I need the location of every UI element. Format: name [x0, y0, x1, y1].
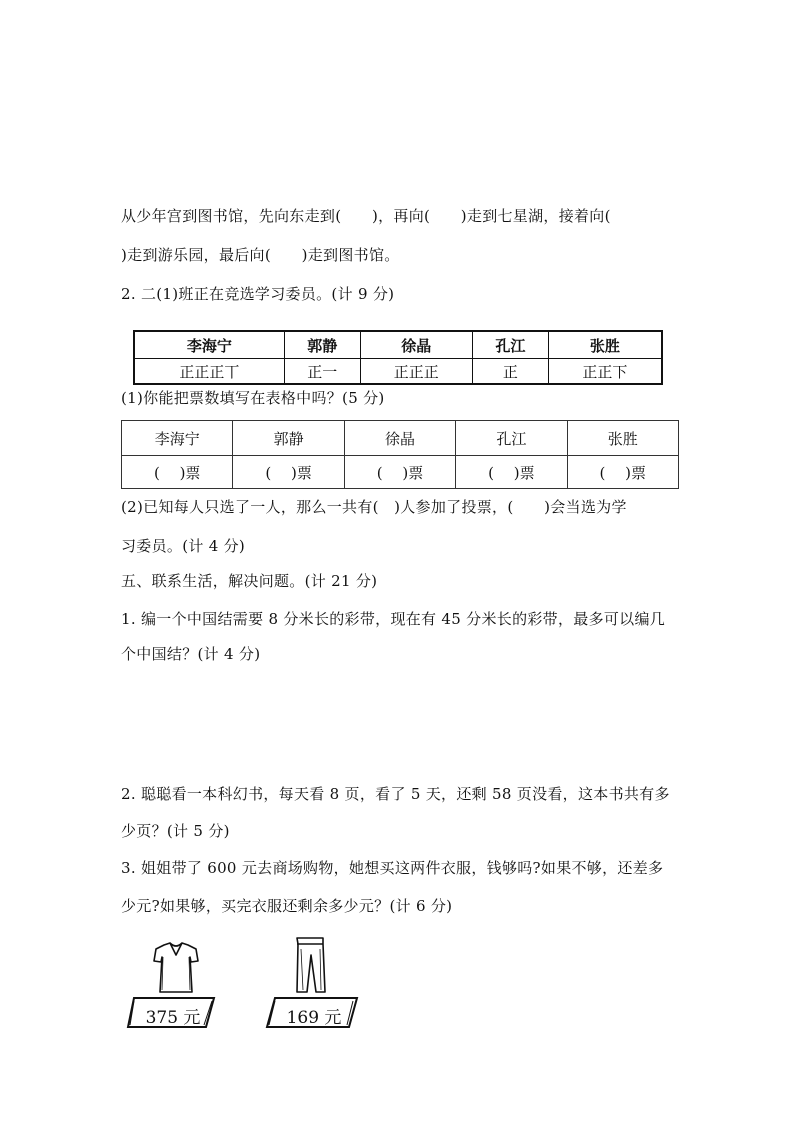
s5-question-3-line2: 少元?如果够，买完衣服还剩余多少元？(计 6 分) [121, 897, 453, 915]
s5-question-3-line1: 3. 姐姐带了 600 元去商场购物，她想买这两件衣服，钱够吗?如果不够，还差多 [121, 859, 664, 877]
tally-name-cell: 李海宁 [134, 331, 284, 359]
votes-name-cell: 徐晶 [344, 421, 455, 456]
s5-question-1-line2: 个中国结？(计 4 分) [121, 645, 261, 663]
tally-name-cell: 孔江 [473, 331, 549, 359]
tally-mark-cell: 正 [473, 359, 549, 385]
route-question-line2: )走到游乐园，最后向( )走到图书馆。 [121, 246, 400, 264]
question-2-sub2-line1: (2)已知每人只选了一人，那么一共有( )人参加了投票，( )会当选为学 [121, 498, 627, 516]
s5-question-1-line1: 1. 编一个中国结需要 8 分米长的彩带，现在有 45 分米长的彩带，最多可以编几 [121, 610, 666, 628]
question-2-sub2-line2: 习委员。(计 4 分) [121, 537, 246, 555]
route-question-line1: 从少年宫到图书馆，先向东走到( )，再向( )走到七星湖，接着向( [121, 207, 611, 225]
votes-blank-row [122, 456, 679, 489]
dress-item [126, 935, 226, 1035]
votes-header-row [122, 421, 679, 456]
votes-blank-cell[interactable]: ( )票 [233, 456, 344, 489]
tally-mark-cell: 正正正 [360, 359, 472, 385]
tally-name-cell: 郭静 [284, 331, 360, 359]
tally-mark-cell: 正一 [284, 359, 360, 385]
votes-name-cell: 孔江 [456, 421, 567, 456]
section-5-title: 五、联系生活，解决问题。(计 21 分) [121, 572, 378, 590]
votes-blank-cell[interactable]: ( )票 [344, 456, 455, 489]
pants-item [265, 935, 365, 1035]
votes-blank-cell[interactable]: ( )票 [456, 456, 567, 489]
s5-question-2-line1: 2. 聪聪看一本科幻书，每天看 8 页，看了 5 天，还剩 58 页没看，这本书共有多 [121, 785, 670, 803]
tally-mark-cell: 正正正丅 [134, 359, 284, 385]
tally-table [133, 330, 663, 385]
question-2-sub1: (1)你能把票数填写在表格中吗？(5 分) [121, 389, 385, 407]
votes-name-cell: 郭静 [233, 421, 344, 456]
tally-name-cell: 张胜 [548, 331, 662, 359]
pants-price: 169 元 [286, 1008, 342, 1028]
votes-blank-cell[interactable]: ( )票 [122, 456, 233, 489]
votes-name-cell: 李海宁 [122, 421, 233, 456]
dress-price: 375 元 [145, 1008, 201, 1028]
tally-name-cell: 徐晶 [360, 331, 472, 359]
votes-blank-cell[interactable]: ( )票 [567, 456, 678, 489]
tally-header-row [134, 331, 662, 359]
tally-mark-cell: 正正下 [548, 359, 662, 385]
votes-name-cell: 张胜 [567, 421, 678, 456]
question-2-title: 2. 二(1)班正在竞选学习委员。(计 9 分) [121, 285, 395, 303]
tally-marks-row [134, 359, 662, 385]
s5-question-2-line2: 少页？(计 5 分) [121, 822, 230, 840]
votes-table [121, 420, 679, 489]
